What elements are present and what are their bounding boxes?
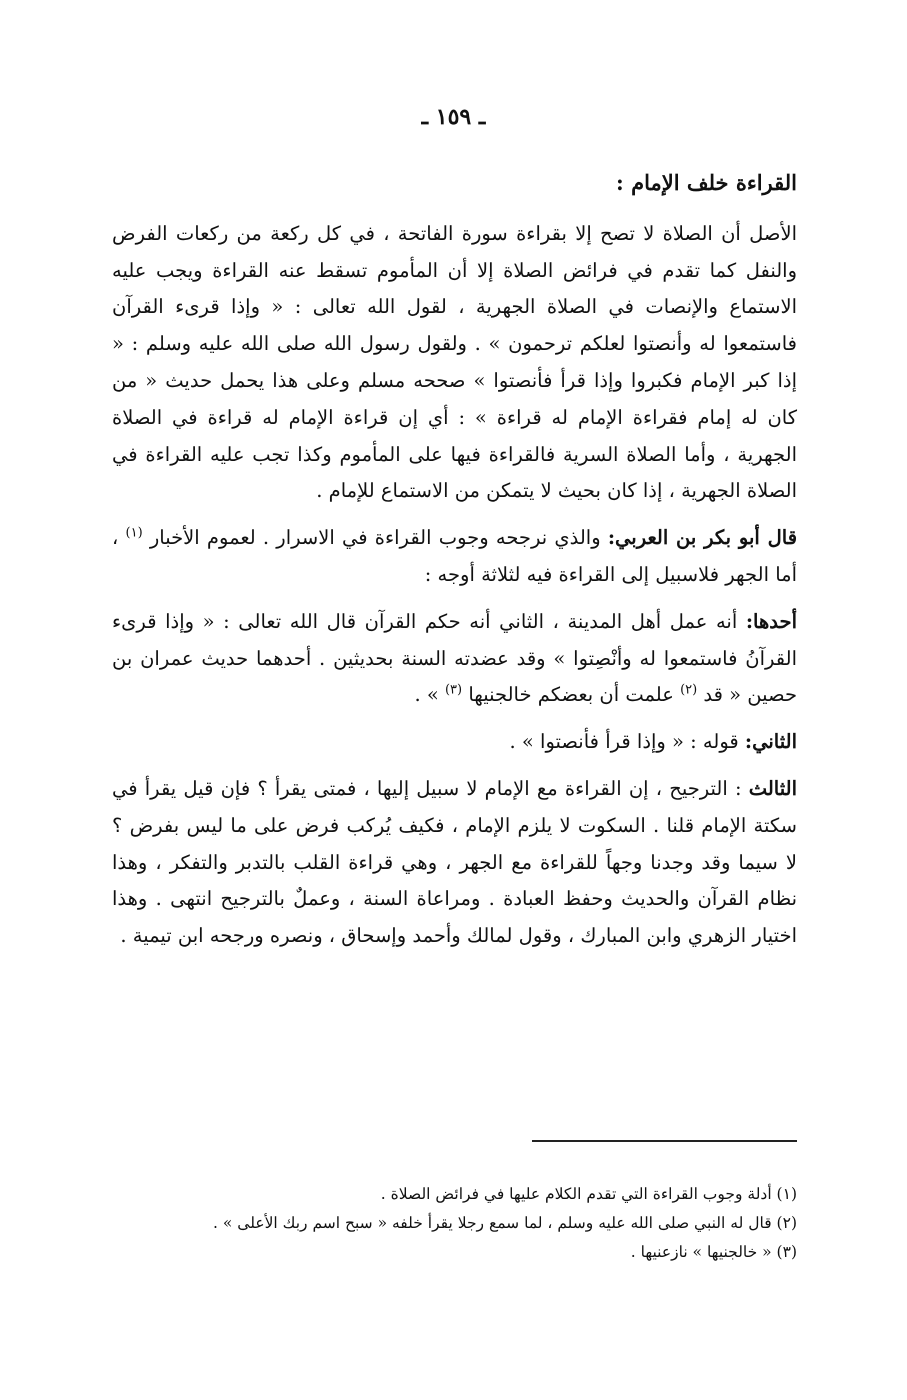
paragraph-third-reason (112, 771, 797, 955)
paragraph-text: : الترجيح ، إن القراءة مع الإمام لا سبيل إليها ، فمتى يقرأ ؟ فإن قيل يقرأ في سكتة الإمام قلنا . السكوت لا يلزم الإمام ، فكيف يُركب فرض على ما ليس بفرض ؟ لا سيما وقد وجدنا وجهاً للقراءة مع الجهر ، وهي قراءة القلب بالتدبر والتفكر ، وهذا نظام القرآن والحديث وحفظ العبادة . ومراعاة السنة ، وعملٌ بالترجيح انتهى . وهذا اختيار الزهري وابن المبارك ، وقول لمالك وأحمد وإسحاق ، ونصره ورجحه ابن تيمية . (112, 776, 797, 948)
footnote-ref-3[interactable]: (٣) (444, 682, 463, 698)
body-text (112, 165, 797, 965)
footnote-ref-2[interactable]: (٢) (680, 682, 698, 698)
paragraph-lead: الثالث (748, 776, 797, 800)
paragraph-intro (112, 216, 797, 510)
page-number: ـ ١٥٩ ـ (421, 104, 486, 130)
paragraph-text: والذي نرجحه وجوب القراءة في الاسرار . لعموم الأخبار (149, 526, 608, 550)
footnote-ref-1[interactable]: (١) (125, 525, 143, 541)
paragraph-lead: الثاني: (744, 730, 797, 754)
paragraph-text: قوله : « وإذا قرأ فأنصتوا » . (509, 730, 745, 754)
paragraph-tail-2: » . (414, 683, 445, 707)
footnote-3: (٣) « خالجنيها » نازعنيها . (630, 1243, 797, 1261)
paragraph-lead: قال أبو بكر بن العربي: (607, 526, 798, 550)
paragraph-first-reason (112, 604, 797, 714)
paragraph-tail: ، أما الجهر فلاسبيل إلى القراءة فيه لثلاثة أوجه : (112, 526, 797, 586)
paragraph-ibn-arabi (112, 520, 797, 594)
footnote-1: (١) أدلة وجوب القراءة التي تقدم الكلام عليها في فرائض الصلاة . (380, 1185, 797, 1203)
paragraph-second-reason (112, 724, 797, 761)
paragraph-lead: أحدها: (745, 609, 797, 633)
paragraph-tail: علمت أن بعضكم خالجنيها (468, 683, 681, 707)
footnotes (112, 1180, 797, 1267)
paragraph-text: أنه عمل أهل المدينة ، الثاني أنه حكم القرآن قال الله تعالى : « وإذا قرىء القرآنُ فاستمعوا له وأنْصِتوا » وقد عضدته السنة بحديثين . أحدهما حديث عمران بن حصين « قد (112, 609, 797, 707)
paragraph-text: الأصل أن الصلاة لا تصح إلا بقراءة سورة الفاتحة ، في كل ركعة من ركعات الفرض والنفل كما تقدم في فرائض الصلاة إلا أن المأموم تسقط عنه القراءة ويجب عليه الاستماع والإنصات في الصلاة الجهرية ، لقول الله تعالى : « وإذا قرىء القرآن فاستمعوا له وأنصتوا لعلكم ترحمون » . ولقول رسول الله صلى الله عليه وسلم : « إذا كبر الإمام فكبروا وإذا قرأ فأنصتوا » صححه مسلم وعلى هذا يحمل حديث « من كان له إمام فقراءة الإمام له قراءة » : أي إن قراءة الإمام له قراءة في الصلاة الجهرية ، وأما الصلاة السرية فالقراءة فيها على المأموم وكذا تجب عليه القراءة في الصلاة الجهرية ، إذا كان بحيث لا يتمكن من الاستماع للإمام . (112, 221, 797, 503)
section-heading: القراءة خلف الإمام : (616, 170, 797, 195)
footnote-2: (٢) قال له النبي صلى الله عليه وسلم ، لما سمع رجلا يقرأ خلفه « سبح اسم ربك الأعلى » . (213, 1214, 797, 1232)
footnote-divider (532, 1140, 797, 1142)
